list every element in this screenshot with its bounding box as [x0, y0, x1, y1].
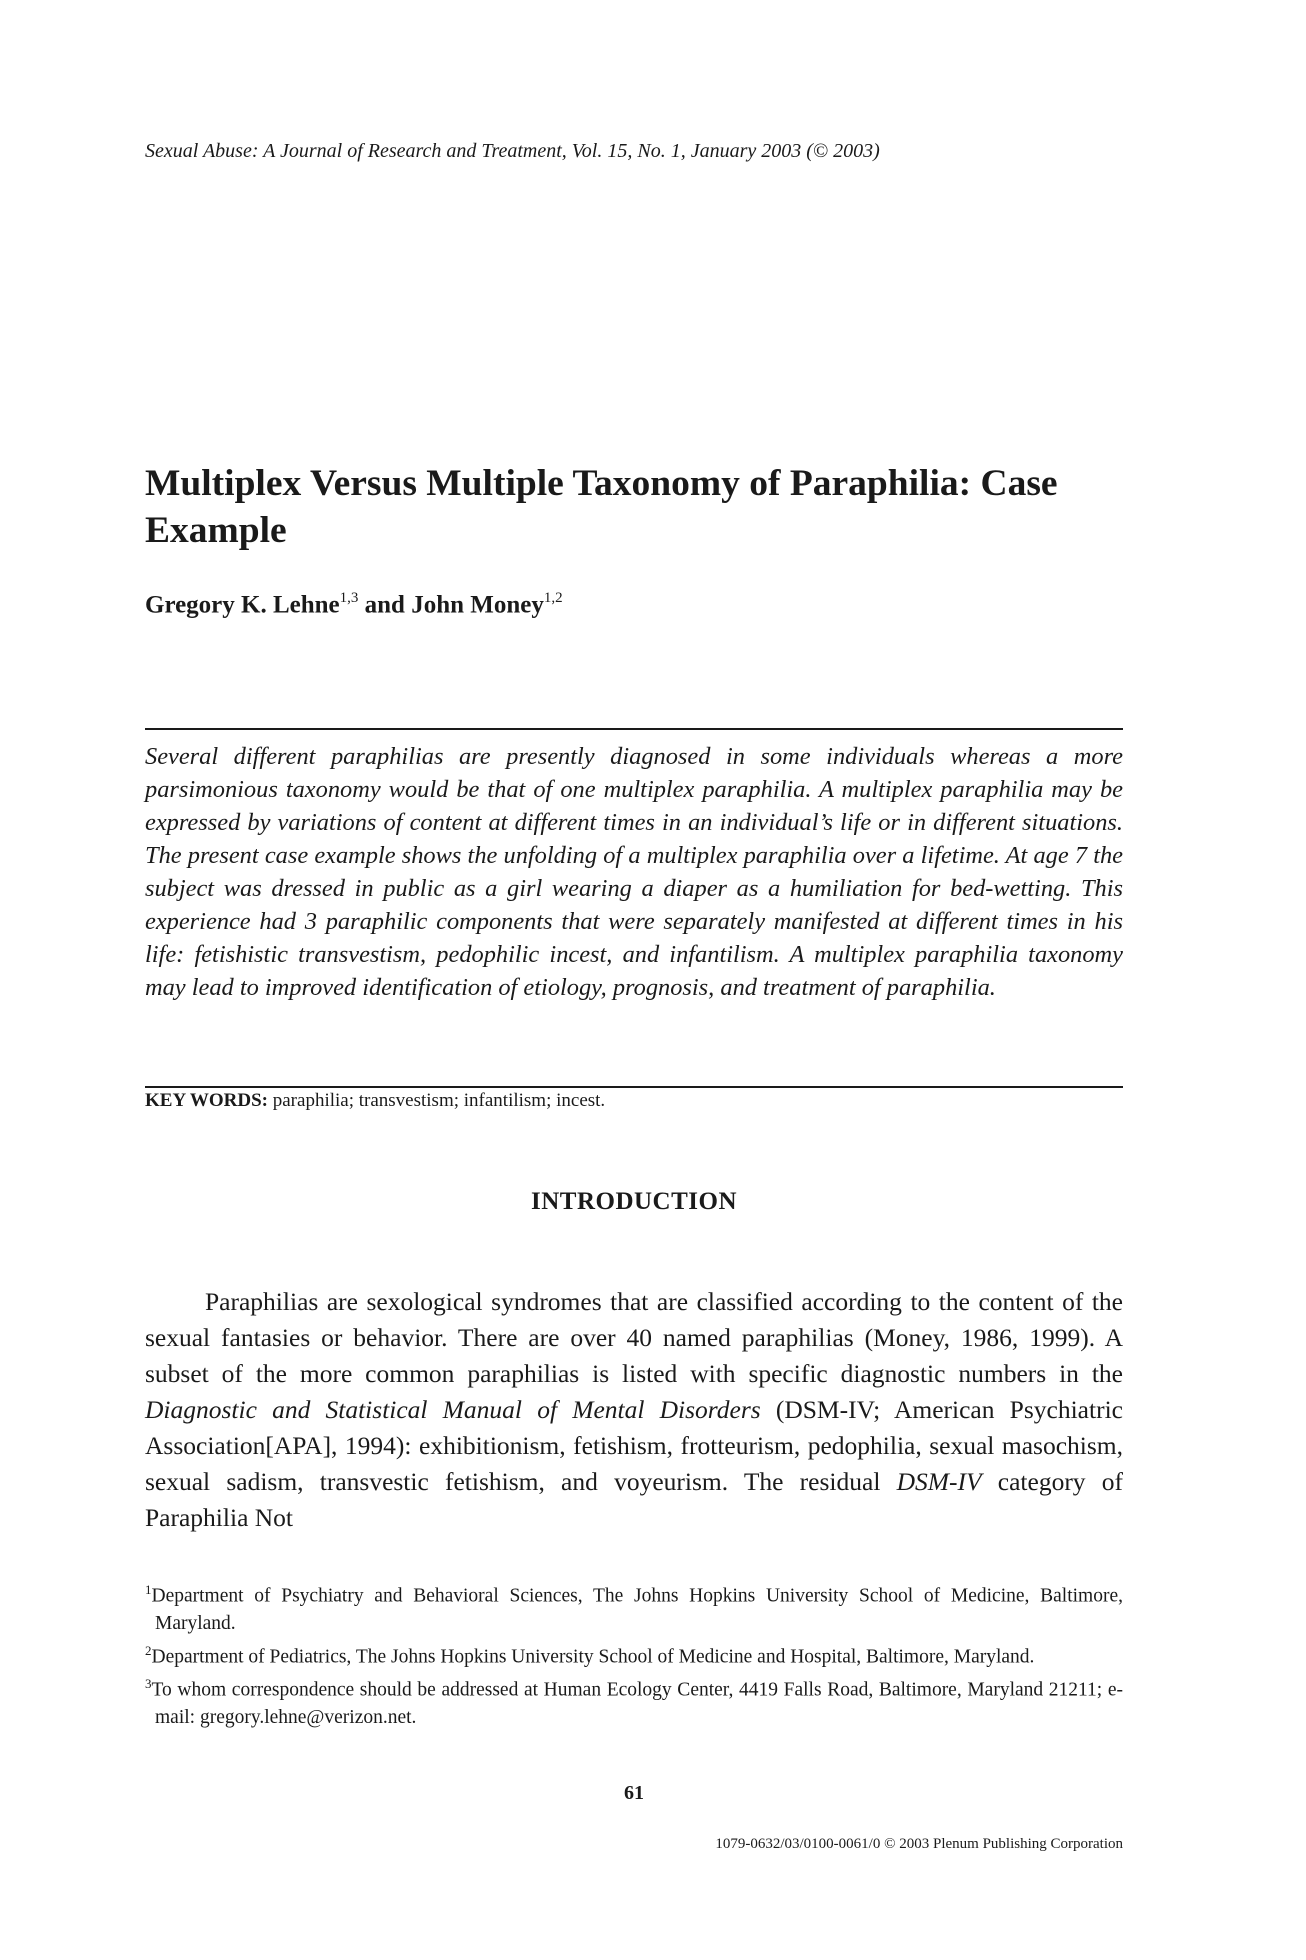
author-name: John Money [411, 591, 544, 619]
keywords [145, 1090, 1123, 1112]
intro-text: category of Paraphilia Not [145, 1466, 1123, 1532]
abstract-top-rule [145, 728, 1123, 730]
copyright-line: 1079-0632/03/0100-0061/0 © 2003 Plenum Publishing Corporation [715, 1836, 1123, 1852]
footnote-text: Department of Psychiatry and Behavioral Sciences, The Johns Hopkins University School of Medicine, Baltimore, Maryland. [151, 1585, 1123, 1634]
running-head: Sexual Abuse: A Journal of Research and Treatment, Vol. 15, No. 1, January 2003 (© 2003) [145, 140, 880, 162]
intro-text: Paraphilias are sexological syndromes that are classified according to the content of the sexual fantasies or behavior. There are over 40 named paraphilias (Money, 1986, 1999). A subset of the more common paraphilias is listed with specific diagnostic numbers in the [145, 1286, 1123, 1388]
abstract: Several different paraphilias are presently diagnosed in some individuals whereas a more parsimonious taxonomy would be that of one multiplex paraphilia. A multiplex paraphilia may be expressed by variations of content at different times in an individual’s life or in different situations. The present case example shows the unfolding of a multiplex paraphilia over a lifetime. At age 7 the subject was dressed in public as a girl wearing a diaper as a humiliation for bed-wetting. This experience had 3 paraphilic components that were separately manifested at different times in his life: fetishistic transvestism, pedophilic incest, and infantilism. A multiplex paraphilia taxonomy may lead to improved identification of etiology, prognosis, and treatment of paraphilia. [145, 743, 1123, 1001]
footnote-text: Department of Pediatrics, The Johns Hopkins University School of Medicine and Hospital, Baltimore, Maryland. [151, 1646, 1035, 1667]
intro-text: (DSM-IV; American Psychiatric Association[APA], 1994): exhibitionism, fetishism, frotteurism, pedophilia, sexual masochism, sexual sadism, transvestic fetishism, and voyeurism. The residual [145, 1394, 1123, 1496]
keywords-label: KEY WORDS: [145, 1090, 268, 1111]
author-affiliation: 1,3 [339, 590, 359, 606]
footnote-number: 1 [145, 1582, 152, 1597]
author-line [145, 591, 1145, 619]
abstract-bottom-rule [145, 1086, 1123, 1088]
author-affiliation: 1,2 [543, 590, 563, 606]
footnote-text: To whom correspondence should be addressed at Human Ecology Center, 4419 Falls Road, Baltimore, Maryland 21211; e-mail: gregory.lehne@verizon.net. [151, 1679, 1123, 1728]
intro-paragraph [145, 1284, 1123, 1536]
keywords-text: paraphilia; transvestism; infantilism; incest. [272, 1090, 606, 1111]
author-connector: and [358, 591, 412, 619]
footnote [145, 1670, 1123, 1731]
footnotes [145, 1576, 1123, 1731]
footnote [145, 1576, 1123, 1637]
footnote-number: 2 [145, 1642, 152, 1658]
footnote-number: 3 [145, 1676, 152, 1691]
page-number: 61 [624, 1782, 644, 1804]
dsm-title: Diagnostic and Statistical Manual of Mental Disorders [145, 1394, 761, 1424]
footnote [145, 1637, 1123, 1671]
section-heading: INTRODUCTION [530, 1188, 738, 1215]
dsm-abbrev: DSM-IV [896, 1466, 982, 1496]
author-name: Gregory K. Lehne [145, 591, 340, 619]
article-title: Multiplex Versus Multiple Taxonomy of Paraphilia: Case Example [145, 463, 1058, 551]
